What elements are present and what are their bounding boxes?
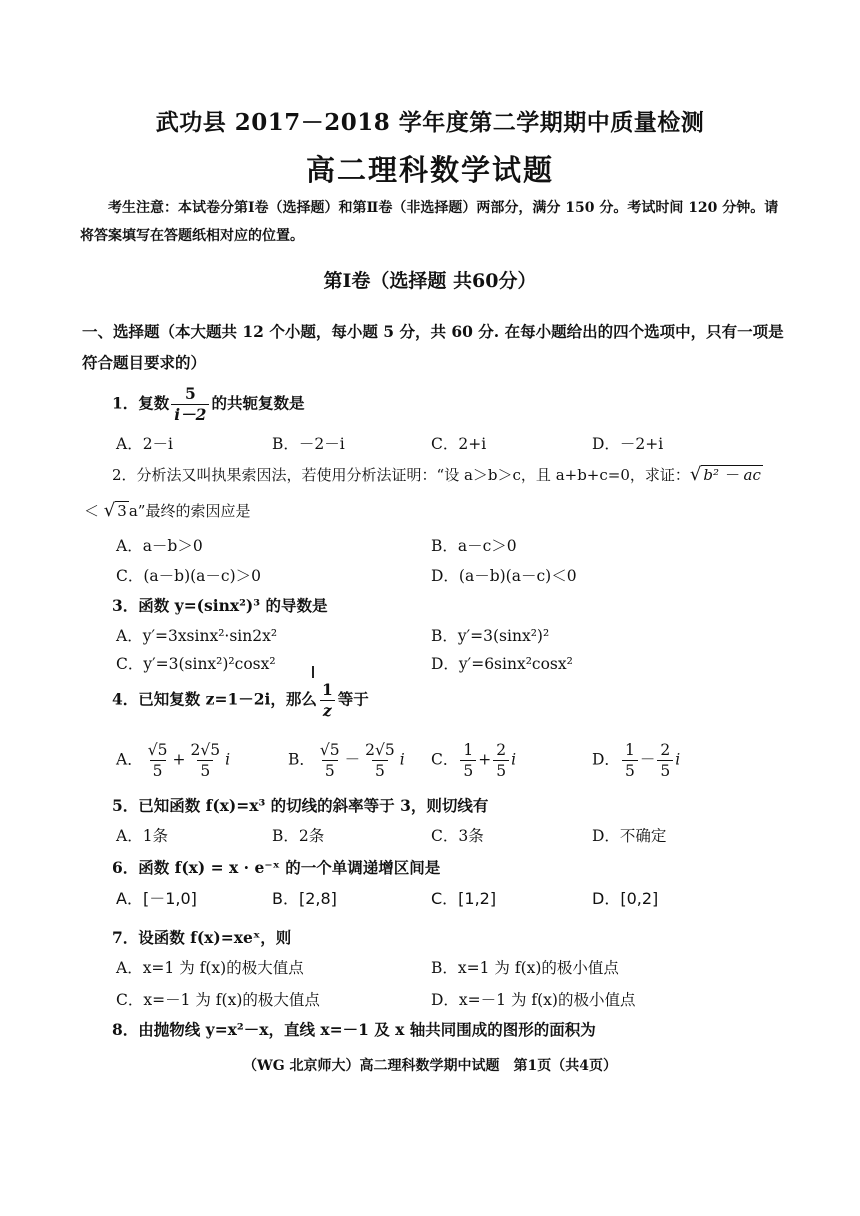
option-fraction-2 [362,740,398,781]
question-5-option-b: B．2条 [272,827,325,845]
option-letter: C． [431,750,459,769]
radical-sign-icon: √ [103,500,116,521]
question-3-option-d: D．y′=6sinx²cosx² [431,655,573,673]
option-fraction-2 [657,740,673,781]
fraction-numerator: 2 [660,741,671,759]
fraction-denominator: 5 [322,760,338,781]
option-fraction-2 [493,740,509,781]
fraction-numerator: 2√5 [190,741,221,759]
fraction-numerator: 1 [321,680,333,699]
option-operator: － [639,750,656,769]
fraction-denominator: 5 [150,760,166,781]
question-4-option-d [592,740,680,781]
question-2-stem-line1 [112,464,763,485]
radical-sign-icon: √ [689,464,702,485]
question-4-stem [112,680,369,721]
fraction-denominator: 5 [657,760,673,781]
fraction-numerator: √5 [147,741,168,759]
option-operator: + [478,750,492,769]
option-operator: + [172,750,186,769]
exam-subject-title: 高二理科数学试题 [305,153,554,187]
question-4-option-b [288,740,405,781]
question-7-option-b: B．x=1 为 f(x)的极小值点 [431,959,619,977]
question-2-text: 2．分析法又叫执果索因法，若使用分析法证明：“设 a＞b＞c，且 a+b+c=0，求证： [112,466,690,484]
imaginary-unit: i [225,750,231,769]
fraction-numerator: 1 [463,741,474,759]
option-fraction-1 [317,740,343,781]
fraction-numerator: 2 [496,741,507,759]
less-than-sign: ＜ [84,502,100,520]
question-7-option-a: A．x=1 为 f(x)的极大值点 [116,959,304,977]
fraction-numerator: 5 [184,384,196,403]
exam-header-title: 武功县 2017－2018 学年度第二学期期中质量检测 [155,109,705,136]
question-2-option-b: B．a－c＞0 [431,537,517,555]
question-5-option-a: A．1条 [116,827,169,845]
imaginary-unit: i [675,750,681,769]
question-1-option-a: A．2－i [116,435,174,453]
question-3-option-c: C．y′=3(sinx²)²cosx² [116,655,276,673]
question-7-option-d: D．x=－1 为 f(x)的极小值点 [431,991,636,1009]
imaginary-unit: i [399,750,405,769]
option-letter: A． [116,750,143,769]
option-fraction-2 [187,740,223,781]
fraction-numerator: √5 [319,741,340,759]
question-1-option-d: D．－2+i [592,435,664,453]
imaginary-unit: i [511,750,517,769]
option-operator: － [344,750,361,769]
option-letter: D． [592,750,620,769]
question-4-option-c [431,740,516,781]
fraction-denominator: 5 [493,760,509,781]
question-5-option-c: C．3条 [431,827,484,845]
fraction-numerator: 2√5 [365,741,395,759]
question-5-stem: 5．已知函数 f(x)=x³ 的切线的斜率等于 3，则切线有 [112,796,489,815]
question-3-option-b: B．y′=3(sinx²)² [431,627,550,645]
question-6-option-d: D．[0,2] [592,889,659,908]
question-6-option-a: A．[－1,0] [116,889,197,908]
question-6-option-b: B．[2,8] [272,889,337,908]
question-1-fraction [171,384,209,425]
fraction-denominator: 5 [197,760,213,781]
question-2-stem-line2 [84,500,250,521]
question-5-option-d: D．不确定 [592,827,667,845]
exam-notice: 考生注意：本试卷分第Ⅰ卷（选择题）和第Ⅱ卷（非选择题）两部分，满分 150 分。考试时间 120 分钟。请将答案填写在答题纸相对应的位置。 [80,200,779,244]
page-footer: （WG 北京师大）高二理科数学期中试题 第1页（共4页） [242,1058,618,1074]
question-4-post: 等于 [337,689,369,709]
fraction-numerator: 1 [624,741,635,759]
question-2-radicand: b² － ac [703,466,761,484]
fraction-denominator: 5 [460,760,476,781]
question-6-option-c: C．[1,2] [431,889,497,908]
question-2-option-a: A．a－b＞0 [116,537,203,555]
question-7-option-c: C．x=－1 为 f(x)的极大值点 [116,991,320,1009]
question-1-option-c: C．2+i [431,435,487,453]
question-3-stem: 3．函数 y=(sinx²)³ 的导数是 [112,596,328,615]
question-8-stem: 8．由抛物线 y=x²－x，直线 x=－1 及 x 轴共同围成的图形的面积为 [112,1020,596,1039]
question-6-stem: 6．函数 f(x) = x · e⁻ˣ 的一个单调递增区间是 [112,858,441,877]
question-1-option-b: B．－2－i [272,435,345,453]
question-2-option-c: C．(a－b)(a－c)＞0 [116,567,261,585]
question-3-option-a: A．y′=3xsinx²·sin2x² [116,627,278,645]
bleed-through-text [480,508,484,523]
question-4-pre: 4．已知复数 z=1－2i，那么 [112,689,317,709]
question-2-radicand-2: 3 [117,502,127,520]
part-heading: 第Ⅰ卷（选择题 共60分） [323,270,537,292]
question-2-option-d: D．(a－b)(a－c)＜0 [431,567,577,585]
question-4-option-a [116,740,230,781]
fraction-denominator: z [320,700,335,721]
fraction-denominator: 5 [622,760,638,781]
question-2-post: a”最终的索因应是 [128,502,251,520]
ink-mark [312,666,314,678]
option-fraction-1 [145,740,171,781]
question-1-pre: 1．复数 [112,393,170,413]
option-fraction-1 [622,740,638,781]
question-1-post: 的共轭复数是 [211,393,305,413]
fraction-denominator: i－2 [171,404,209,425]
option-fraction-1 [460,740,476,781]
question-1-stem [112,384,305,425]
option-letter: B． [288,750,315,769]
question-4-fraction [319,680,336,721]
section-heading: 一、选择题（本大题共 12 个小题，每小题 5 分，共 60 分. 在每小题给出的四个选项中，只有一项是符合题目要求的） [82,322,784,372]
fraction-denominator: 5 [372,760,388,781]
question-7-stem: 7．设函数 f(x)=xeˣ，则 [112,928,292,947]
